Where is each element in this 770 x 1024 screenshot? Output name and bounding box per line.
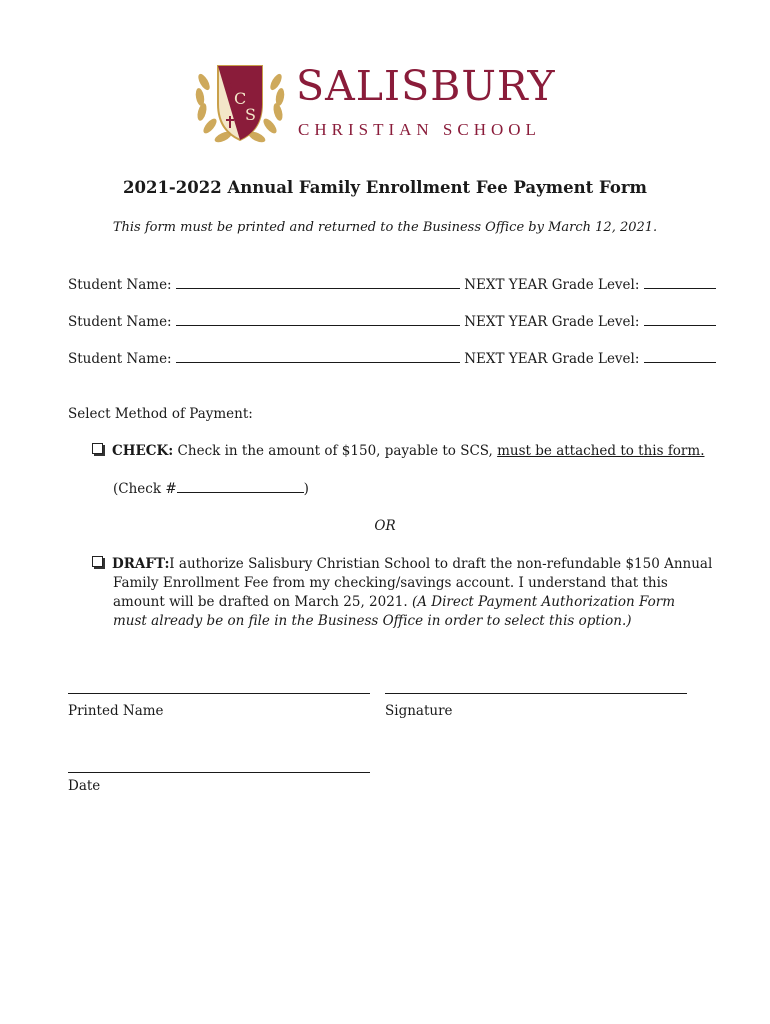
check-text: Check in the amount of $150, payable to SCS, (173, 443, 498, 459)
crest-letter-3: S (245, 105, 256, 124)
printed-name-line[interactable] (68, 693, 370, 694)
check-number-prefix: (Check # (113, 481, 177, 497)
draft-text: I authorize Salisbury Christian School to draft the non-refundable $150 Annual Family Enrollment Fee from my checking/savings account. I understand that this amount will be drafted on March 25, 2021. (113, 556, 713, 610)
form-title: 2021-2022 Annual Family Enrollment Fee Payment Form (123, 178, 647, 197)
school-logo (190, 52, 570, 152)
or-label: OR (374, 518, 396, 534)
checkbox-icon[interactable] (92, 556, 103, 567)
crest-letter-1: S (223, 73, 234, 92)
check-number-suffix: ) (303, 481, 309, 497)
check-number-row (113, 480, 309, 497)
grade-level-label: NEXT YEAR Grade Level: (464, 314, 640, 330)
school-name: SALISBURY (296, 62, 556, 110)
check-option (92, 443, 704, 459)
date-label: Date (68, 778, 101, 794)
grade-level-label: NEXT YEAR Grade Level: (464, 277, 640, 293)
checkbox-icon[interactable] (92, 443, 103, 454)
student-row (68, 276, 716, 293)
crest-letter-2: C (234, 89, 247, 108)
signature-label: Signature (385, 703, 453, 719)
grade-level-field[interactable] (644, 276, 716, 289)
student-name-field[interactable] (176, 276, 460, 289)
form-subtitle: This form must be printed and returned to the Business Office by March 12, 2021. (112, 220, 658, 235)
school-subname: CHRISTIAN SCHOOL (298, 120, 541, 139)
check-number-field[interactable] (177, 480, 304, 493)
draft-paragraph (113, 555, 713, 631)
date-line[interactable] (68, 772, 370, 773)
student-name-label: Student Name: (68, 351, 172, 367)
student-name-field[interactable] (176, 313, 460, 326)
grade-level-field[interactable] (644, 313, 716, 326)
check-bold-label: CHECK: (112, 443, 174, 459)
student-row (68, 350, 716, 367)
student-name-field[interactable] (176, 350, 460, 363)
draft-italic-note: (A Direct Payment Authorization Form must already be on file in the Business Office in order to select this option.) (113, 594, 675, 629)
crest-icon (190, 52, 290, 152)
grade-level-field[interactable] (644, 350, 716, 363)
signature-line[interactable] (385, 693, 687, 694)
check-underlined-text: must be attached to this form. (497, 443, 705, 459)
student-name-label: Student Name: (68, 314, 172, 330)
grade-level-label: NEXT YEAR Grade Level: (464, 351, 640, 367)
printed-name-label: Printed Name (68, 703, 164, 719)
draft-bold-label: DRAFT: (112, 556, 170, 572)
payment-method-label: Select Method of Payment: (68, 406, 253, 422)
student-name-label: Student Name: (68, 277, 172, 293)
student-row (68, 313, 716, 330)
